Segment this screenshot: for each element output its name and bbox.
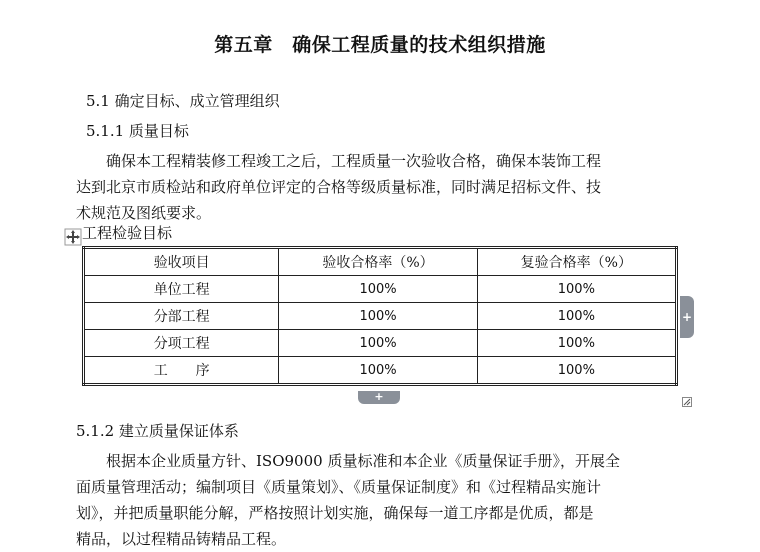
- paragraph-line: 根据本企业质量方针、ISO9000 质量标准和本企业《质量保证手册》，开展全: [76, 452, 620, 470]
- table-cell[interactable]: 分项工程: [84, 330, 279, 357]
- table-header-cell[interactable]: 验收合格率（%）: [279, 248, 477, 276]
- inspection-target-table: [82, 246, 678, 386]
- section-heading-5-1-2: 5.1.2 建立质量保证体系: [76, 422, 239, 440]
- table-move-handle-icon[interactable]: [64, 228, 82, 246]
- table-cell[interactable]: 100%: [477, 330, 676, 357]
- table-cell[interactable]: 100%: [477, 303, 676, 330]
- table-header-row: [84, 248, 677, 276]
- table-cell[interactable]: 100%: [477, 357, 676, 385]
- table-cell[interactable]: 100%: [279, 330, 477, 357]
- table-cell[interactable]: 单位工程: [84, 276, 279, 303]
- chapter-title: 第五章 确保工程质量的技术组织措施: [214, 34, 546, 56]
- table-cell[interactable]: 100%: [279, 276, 477, 303]
- table-header-cell[interactable]: 验收项目: [84, 248, 279, 276]
- paragraph-quality-system: [76, 448, 620, 552]
- table-row: [84, 276, 677, 303]
- table-row: [84, 357, 677, 385]
- paragraph-line: 确保本工程精装修工程竣工之后，工程质量一次验收合格，确保本装饰工程: [76, 152, 602, 170]
- table-cell[interactable]: 分部工程: [84, 303, 279, 330]
- table-row: [84, 303, 677, 330]
- table-cell[interactable]: 100%: [279, 303, 477, 330]
- table-row: [84, 330, 677, 357]
- paragraph-line: 划》，并把质量职能分解，严格按照计划实施，确保每一道工序都是优质，都是: [76, 504, 594, 522]
- table-cell[interactable]: 100%: [279, 357, 477, 385]
- table-resize-icon[interactable]: [682, 392, 692, 402]
- table-cell[interactable]: 100%: [477, 276, 676, 303]
- table-caption: 工程检验目标: [82, 224, 173, 242]
- table-cell[interactable]: 工 序: [84, 357, 279, 385]
- paragraph-line: 术规范及图纸要求。: [76, 204, 212, 222]
- paragraph-quality-goal: [76, 148, 601, 226]
- add-column-icon[interactable]: +: [680, 296, 694, 338]
- paragraph-line: 面质量管理活动；编制项目《质量策划》、《质量保证制度》和《过程精品实施计: [76, 478, 602, 496]
- paragraph-line: 达到北京市质检站和政府单位评定的合格等级质量标准，同时满足招标文件、技: [76, 178, 602, 196]
- section-heading-5-1-1: 5.1.1 质量目标: [86, 122, 189, 140]
- add-row-icon[interactable]: +: [358, 391, 400, 404]
- section-heading-5-1: 5.1 确定目标、成立管理组织: [86, 92, 280, 110]
- table-header-cell[interactable]: 复验合格率（%）: [477, 248, 676, 276]
- paragraph-line: 精品，以过程精品铸精品工程。: [76, 530, 287, 548]
